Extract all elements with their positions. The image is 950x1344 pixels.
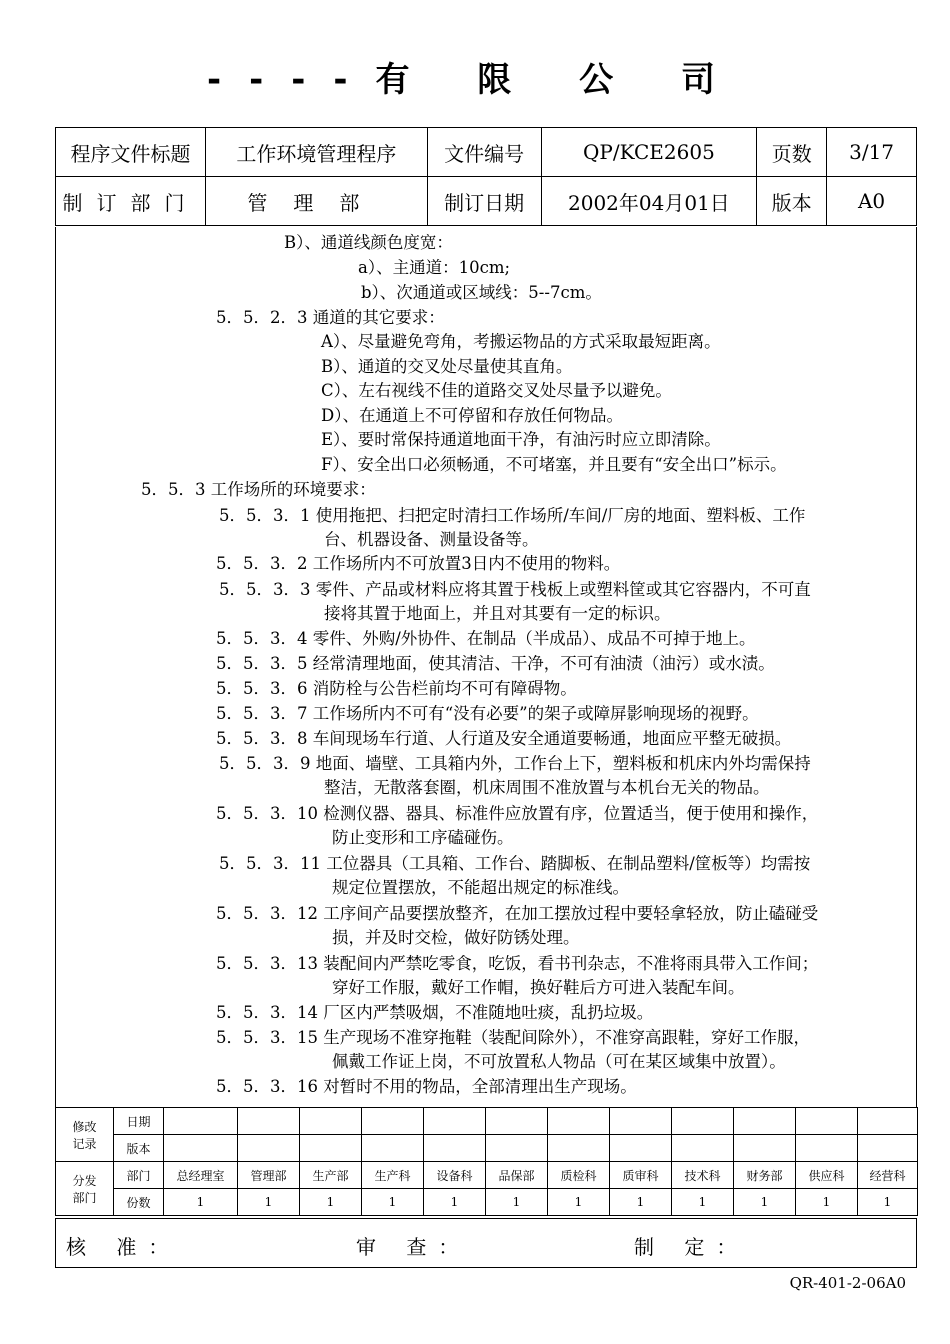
body-line: 5．5．3．2 工作场所内不可放置3日内不使用的物料。 [216, 554, 621, 573]
body-line: 5．5．3．5 经常清理地面，使其清洁、干净，不可有油渍（油污）或水渍。 [216, 654, 775, 673]
department: 管理部 [205, 177, 427, 226]
body-line: C）、左右视线不佳的道路交叉处尽量予以避免。 [321, 381, 672, 400]
body-line: 5．5．3．15 生产现场不准穿拖鞋（装配间除外），不准穿高跟鞋，穿好工作服， [216, 1028, 810, 1047]
label-doc-title: 程序文件标题 [56, 128, 206, 177]
body-line: 规定位置摆放，不能超出规定的标准线。 [332, 878, 629, 897]
body-line: D）、在通道上不可停留和存放任何物品。 [321, 406, 623, 425]
body-line: 佩戴工作证上岗，不可放置私人物品（可在某区域集中放置）。 [332, 1052, 786, 1071]
approve-label: 核 准： [66, 1235, 181, 1259]
dept-cell: 设备科 [424, 1162, 486, 1189]
dept-cell: 质审科 [610, 1162, 672, 1189]
count-cell: 1 [424, 1189, 486, 1216]
body-line: 穿好工作服，戴好工作帽，换好鞋后方可进入装配车间。 [332, 978, 745, 997]
doc-title: 工作环境管理程序 [205, 128, 427, 177]
body-line: 5．5．2．3 通道的其它要求： [216, 308, 445, 327]
distribution-dept-row [56, 1162, 918, 1189]
dept-cell: 总经理室 [164, 1162, 238, 1189]
count-cell: 1 [734, 1189, 796, 1216]
count-cell: 1 [362, 1189, 424, 1216]
count-cell: 1 [796, 1189, 858, 1216]
review-label: 审 查： [356, 1235, 471, 1259]
version: A0 [827, 177, 917, 226]
distribution-label: 分发 部门 [56, 1162, 114, 1216]
body-line: 5．5．3．9 地面、墙壁、工具箱内外，工作台上下，塑料板和机床内外均需保持 [219, 754, 811, 773]
body-line: 损，并及时交检，做好防锈处理。 [332, 928, 580, 947]
count-cell: 1 [858, 1189, 918, 1216]
count-cell: 1 [548, 1189, 610, 1216]
dept-label: 部门 [114, 1162, 164, 1189]
body-line: 5．5．3．8 车间现场车行道、人行道及安全通道要畅通，地面应平整无破损。 [216, 729, 792, 748]
count-label: 份数 [114, 1189, 164, 1216]
page-count: 3/17 [827, 128, 917, 177]
revision-date-label: 日期 [114, 1108, 164, 1135]
dept-cell: 管理部 [238, 1162, 300, 1189]
body-line: 5．5．3．10 检测仪器、器具、标准件应放置有序，位置适当，便于使用和操作， [216, 804, 819, 823]
count-cell: 1 [300, 1189, 362, 1216]
document-header-table [55, 127, 917, 226]
label-doc-number: 文件编号 [427, 128, 541, 177]
body-line: 5．5．3．11 工位器具（工具箱、工作台、踏脚板、在制品塑料/筐板等）均需按 [219, 854, 811, 873]
distribution-count-row [56, 1189, 918, 1216]
body-line: 5．5．3 工作场所的环境要求： [141, 480, 376, 499]
dept-cell: 生产部 [300, 1162, 362, 1189]
body-line: 5．5．3．6 消防栓与公告栏前均不可有障碍物。 [216, 679, 577, 698]
body-line: F）、安全出口必须畅通，不可堵塞，并且要有“安全出口”标示。 [321, 455, 787, 474]
dept-cell: 品保部 [486, 1162, 548, 1189]
revision-distribution-table [55, 1107, 918, 1216]
label-version: 版本 [757, 177, 827, 226]
body-line: 5．5．3．4 零件、外购/外协件、在制品（半成品）、成品不可掉于地上。 [216, 629, 756, 648]
body-line: B）、通道的交叉处尽量使其直角。 [321, 357, 573, 376]
count-cell: 1 [610, 1189, 672, 1216]
body-line: 5．5．3．1 使用拖把、扫把定时清扫工作场所/车间/厂房的地面、塑料板、工作 [219, 506, 806, 525]
label-page-count: 页数 [757, 128, 827, 177]
revision-version-label: 版本 [114, 1135, 164, 1162]
revision-version-row [56, 1135, 918, 1162]
body-line: 5．5．3．13 装配间内严禁吃零食，吃饭，看书刊杂志，不准将雨具带入工作间； [216, 954, 819, 973]
body-line: 接将其置于地面上，并且对其要有一定的标识。 [324, 604, 671, 623]
header-row-2 [56, 177, 917, 226]
body-line: A）、尽量避免弯角，考搬运物品的方式采取最短距离。 [321, 332, 721, 351]
count-cell: 1 [672, 1189, 734, 1216]
revision-date-row [56, 1108, 918, 1135]
revision-record-label: 修改 记录 [56, 1108, 114, 1162]
form-code: QR-401-2-06A0 [789, 1274, 906, 1292]
body-line: B）、通道线颜色度宽： [284, 233, 453, 252]
dept-cell: 经营科 [858, 1162, 918, 1189]
dept-cell: 技术科 [672, 1162, 734, 1189]
company-title: ----有 限 公 司 [207, 60, 743, 100]
doc-number: QP/KCE2605 [541, 128, 757, 177]
count-cell: 1 [164, 1189, 238, 1216]
body-line: 5．5．3．12 工序间产品要摆放整齐，在加工摆放过程中要轻拿轻放，防止磕碰受 [216, 904, 819, 923]
prepare-label: 制 定： [634, 1235, 749, 1259]
label-department: 制订部门 [56, 177, 206, 226]
body-line: 防止变形和工序磕碰伤。 [332, 828, 514, 847]
body-line: a）、主通道：10cm; [358, 258, 511, 277]
body-line: 5．5．3．14 厂区内严禁吸烟，不准随地吐痰，乱扔垃圾。 [216, 1003, 654, 1022]
dept-cell: 生产科 [362, 1162, 424, 1189]
body-line: 台、机器设备、测量设备等。 [324, 530, 539, 549]
dept-cell: 质检科 [548, 1162, 610, 1189]
body-line: 5．5．3．3 零件、产品或材料应将其置于栈板上或塑料筐或其它容器内，不可直 [219, 580, 811, 599]
body-line: 5．5．3．16 对暂时不用的物品，全部清理出生产现场。 [216, 1077, 637, 1096]
document-body [55, 227, 917, 1107]
count-cell: 1 [486, 1189, 548, 1216]
body-line: b）、次通道或区域线：5--7cm。 [361, 283, 602, 302]
dept-cell: 财务部 [734, 1162, 796, 1189]
issue-date: 2002年04月01日 [541, 177, 757, 226]
count-cell: 1 [238, 1189, 300, 1216]
body-line: E）、要时常保持通道地面干净，有油污时应立即清除。 [321, 430, 721, 449]
header-row-1 [56, 128, 917, 177]
signoff-row [55, 1218, 917, 1268]
dept-cell: 供应科 [796, 1162, 858, 1189]
body-line: 5．5．3．7 工作场所内不可有“没有必要”的架子或障屏影响现场的视野。 [216, 704, 759, 723]
body-line: 整洁，无散落套圈，机床周围不准放置与本机台无关的物品。 [324, 778, 770, 797]
label-issue-date: 制订日期 [427, 177, 541, 226]
